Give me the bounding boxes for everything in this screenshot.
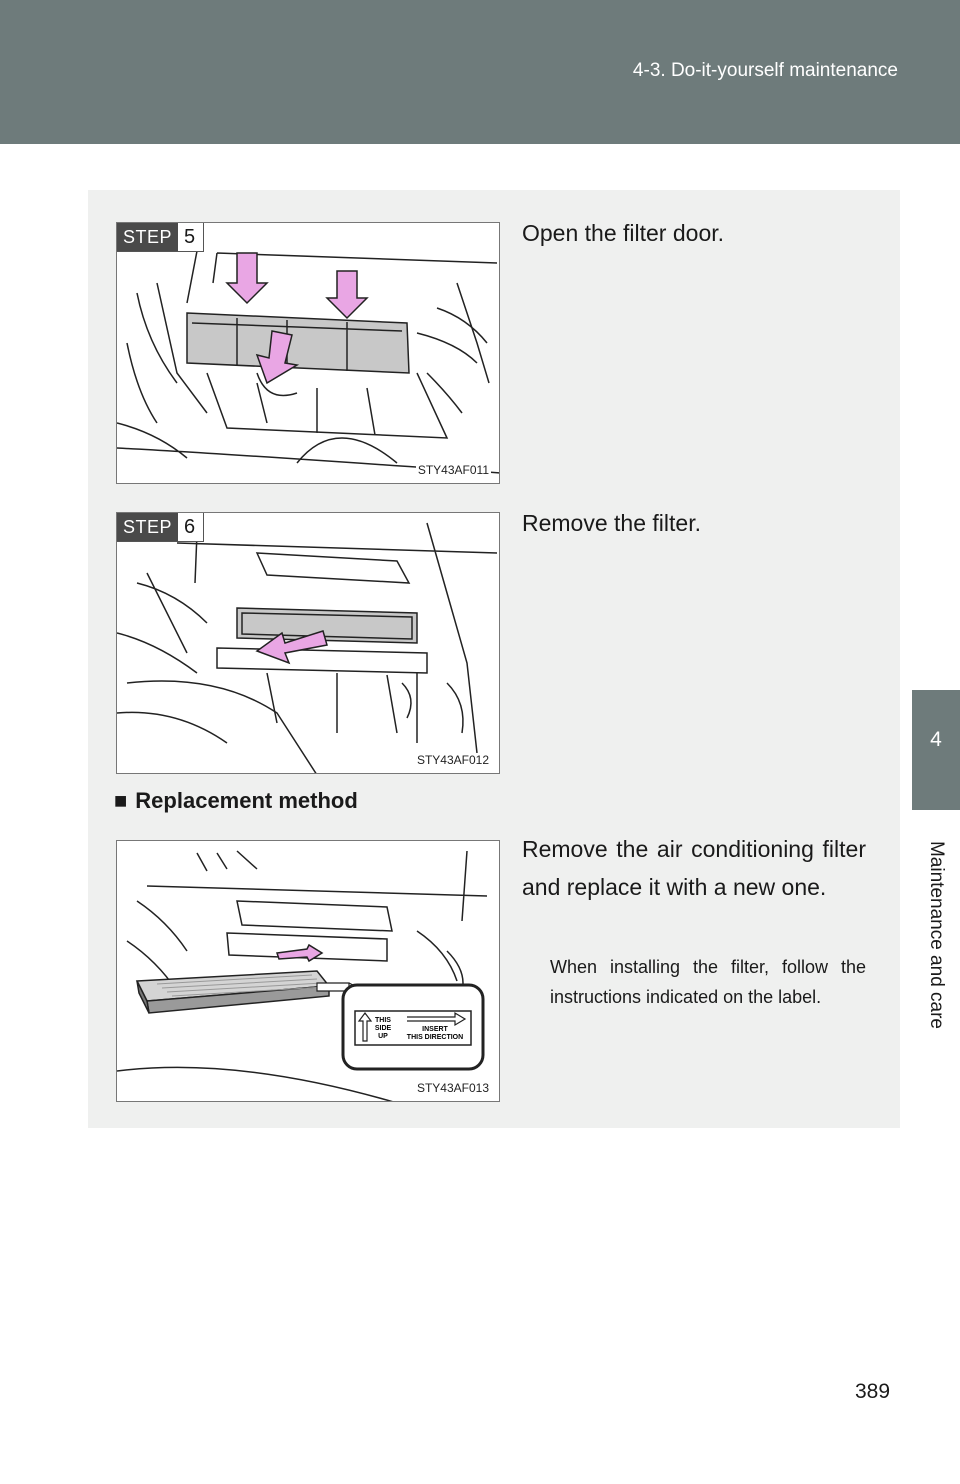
filter-door-drawing xyxy=(117,223,500,484)
figure-code: STY43AF013 xyxy=(416,1081,489,1095)
chapter-number: 4 xyxy=(930,728,942,751)
replacement-instruction: Remove the air conditioning filter and replace it with a new one. xyxy=(522,836,866,900)
label-this: THIS xyxy=(375,1017,391,1024)
figure-code: STY43AF012 xyxy=(416,753,489,767)
replacement-heading xyxy=(114,788,358,814)
label-direction: THIS DIRECTION xyxy=(406,1034,464,1041)
filter-removal-drawing xyxy=(117,513,500,774)
label-up: UP xyxy=(378,1033,388,1040)
step6-badge xyxy=(117,513,204,542)
chapter-label: Maintenance and care xyxy=(926,840,947,1029)
replacement-illustration xyxy=(116,840,500,1102)
heading-marker: ■ xyxy=(114,788,128,813)
step5-badge xyxy=(117,223,204,252)
step6-illustration xyxy=(116,512,500,774)
step-number: 6 xyxy=(184,516,196,538)
step5-illustration xyxy=(116,222,500,484)
figure-code: STY43AF011 xyxy=(417,463,489,477)
chapter-tab xyxy=(912,690,960,810)
label-side: SIDE xyxy=(374,1025,392,1032)
step-word: STEP xyxy=(117,223,178,251)
step-number: 5 xyxy=(184,226,196,248)
step-word: STEP xyxy=(117,513,178,541)
section-title: 4-3. Do-it-yourself maintenance xyxy=(632,60,898,81)
step5-instruction: Open the filter door. xyxy=(522,220,725,246)
label-insert: INSERT xyxy=(422,1026,448,1033)
page-number: 389 xyxy=(855,1380,891,1403)
page-header xyxy=(0,0,960,144)
heading-text: Replacement method xyxy=(135,788,358,813)
step6-instruction: Remove the filter. xyxy=(522,510,701,536)
replacement-note: When installing the filter, follow the instructions indicated on the label. xyxy=(550,957,866,1007)
filter-install-drawing xyxy=(117,841,500,1102)
